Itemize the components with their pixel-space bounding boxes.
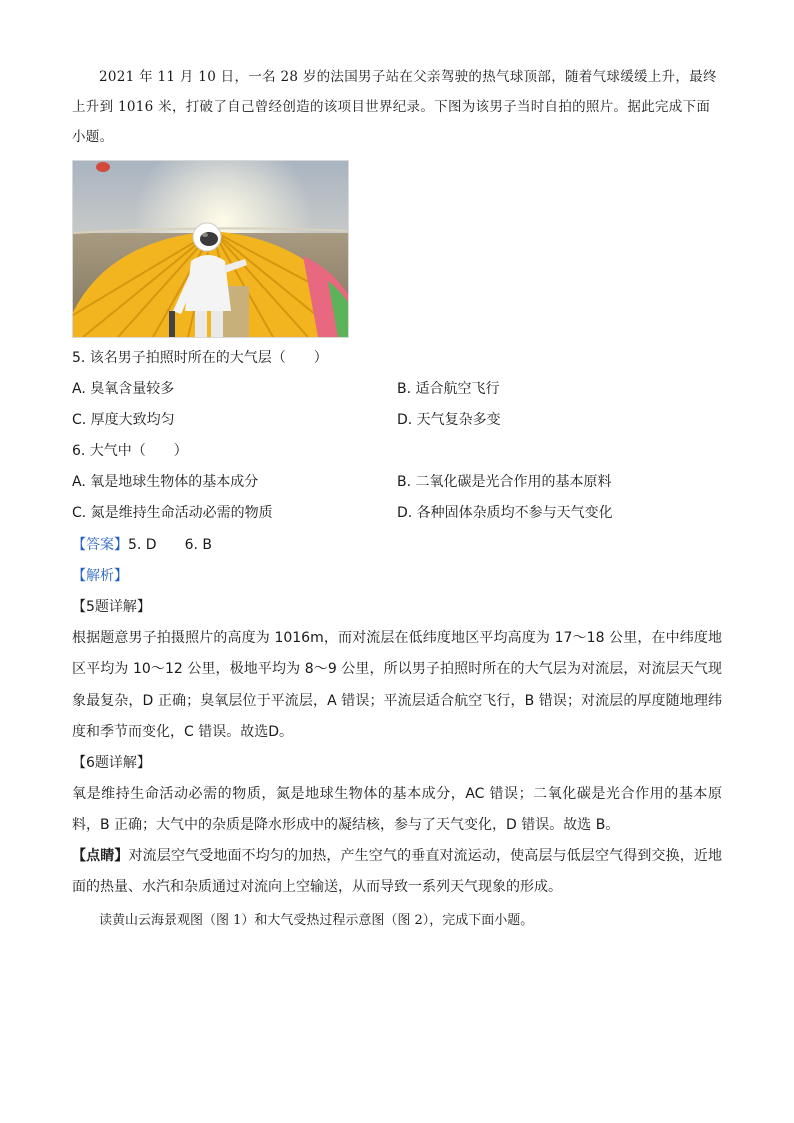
q5-option-d: D. 天气复杂多变 — [397, 412, 501, 428]
q6-option-c: C. 氮是维持生命活动必需的物质 — [72, 505, 273, 521]
question-6-stem: 6. 大气中（ ） — [72, 443, 188, 459]
q6-option-b: B. 二氧化碳是光合作用的基本原料 — [397, 474, 612, 490]
tip-text: 对流层空气受地面不均匀的加热，产生空气的垂直对流运动，使高层与低层空气得到交换，近地面的热量、水汽和杂质通过对流向上空输送，从而导致一系列天气现象的形成。 — [72, 848, 723, 896]
q5-option-b: B. 适合航空飞行 — [397, 381, 500, 397]
detail-5-text: 根据题意男子拍摄照片的高度为 1016m，而对流层在低纬度地区平均高度为 17～18 公里，在中纬度地区平均为 10～12 公里，极地平均为 8～9 公里，所以男子拍照时所在的大气层为对流层，对流层天气现象最复杂，D 正确；臭氧层位于平流层，A 错误；平流层适合航空飞行，B 错误；对流层的厚度随地理纬度和季节而变化，C 错误。故选D。 — [72, 630, 722, 741]
next-question-intro: 读黄山云海景观图（图 1）和大气受热过程示意图（图 2），完成下面小题。 — [99, 913, 534, 928]
q6-option-a: A. 氧是地球生物体的基本成分 — [72, 474, 259, 490]
answer-tag: 【答案】 — [72, 537, 128, 553]
balloon-selfie-photo — [72, 160, 349, 338]
answer-line — [72, 535, 212, 555]
answer-value: 5. D 6. B — [128, 537, 212, 553]
intro-paragraph: 2021 年 11 月 10 日，一名 28 岁的法国男子站在父亲驾驶的热气球顶部，随着气球缓缓上升，最终上升到 1016 米，打破了自己曾经创造的该项目世界纪录。下图为该男子当时自拍的照片。据此完成下面小题。 — [72, 69, 717, 145]
q5-option-a: A. 臭氧含量较多 — [72, 381, 175, 397]
analysis-tag: 【解析】 — [72, 568, 128, 584]
detail-5-heading: 【5题详解】 — [72, 599, 151, 615]
tip-tag: 【点睛】 — [72, 848, 129, 864]
tip-paragraph — [72, 841, 722, 904]
q6-option-d: D. 各种固体杂质均不参与天气变化 — [397, 505, 613, 521]
question-5-stem: 5. 该名男子拍照时所在的大气层（ ） — [72, 350, 328, 366]
detail-6-heading: 【6题详解】 — [72, 755, 151, 771]
detail-6-text: 氧是维持生命活动必需的物质，氮是地球生物体的基本成分，AC 错误；二氧化碳是光合作用的基本原料，B 正确；大气中的杂质是降水形成中的凝结核，参与了天气变化，D 错误。故选 B。 — [72, 786, 722, 834]
q5-option-c: C. 厚度大致均匀 — [72, 412, 175, 428]
